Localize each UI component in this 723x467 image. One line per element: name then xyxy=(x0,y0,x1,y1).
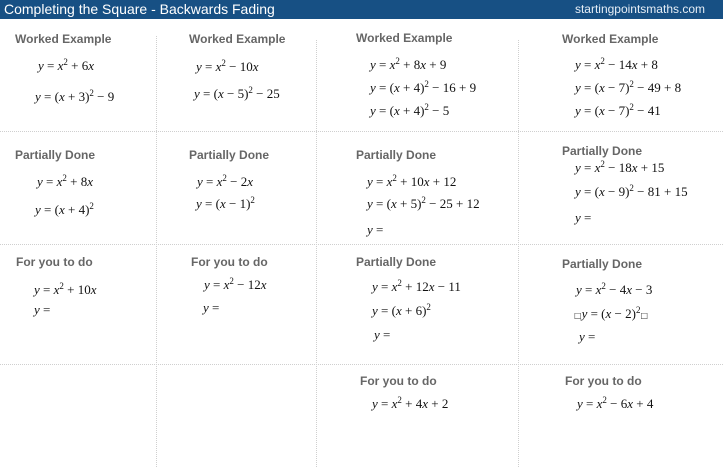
cell-label: For you to do xyxy=(565,374,642,388)
title-bar xyxy=(0,0,723,19)
grid-divider xyxy=(156,36,157,467)
grid-divider xyxy=(0,131,723,132)
equation: $y = (x + 4)^2 - 5$ xyxy=(370,102,450,118)
equation: $y = (x - 5)^2 - 25$ xyxy=(194,85,280,101)
equation: $y = x^2 - 14x + 8$ xyxy=(575,56,658,72)
equation: $y = x^2 - 2x$ xyxy=(197,173,254,189)
answer-line: y = xyxy=(374,327,391,342)
equation: $y = x^2 + 4x + 2$ xyxy=(372,395,449,411)
site-name: startingpointsmaths.com xyxy=(574,2,705,16)
answer-line: y = xyxy=(203,300,220,315)
equation: $y = (x + 6)^2$ xyxy=(372,302,431,318)
equation: $y = x^2 - 18x + 15$ xyxy=(575,159,665,175)
cell-label: Partially Done xyxy=(562,257,643,271)
answer-line: y = xyxy=(367,222,384,237)
equation: $y = (x + 5)^2 - 25 + 12$ xyxy=(367,195,480,211)
cell-label: Partially Done xyxy=(356,148,437,162)
equation: $y = x^2 + 6x$ xyxy=(38,57,95,73)
equation: $y = (x + 4)^2$ xyxy=(35,201,94,217)
cell-label: Worked Example xyxy=(15,32,112,46)
grid-divider xyxy=(518,40,519,467)
equation: $y = x^2 + 8x$ xyxy=(37,173,94,189)
equation: $y = x^2 - 10x$ xyxy=(196,58,259,74)
equation: □y = $(x - 2)^2□$ xyxy=(574,305,649,321)
missing-glyph-icon: □ xyxy=(640,311,649,320)
cell-label: Worked Example xyxy=(356,31,453,45)
cell-label: Worked Example xyxy=(189,32,286,46)
equation: $y = (x - 7)^2 - 41$ xyxy=(575,102,661,118)
cell-label: For you to do xyxy=(191,255,268,269)
grid-divider xyxy=(316,40,317,467)
cell-label: Worked Example xyxy=(562,32,659,46)
answer-line: y = xyxy=(579,329,596,344)
cell-label: Partially Done xyxy=(356,255,437,269)
grid-divider xyxy=(0,364,723,365)
answer-line: y = xyxy=(34,302,51,317)
equation: $y = (x - 9)^2 - 81 + 15$ xyxy=(575,183,688,199)
equation: $y = (x + 3)^2 - 9$ xyxy=(35,88,115,104)
missing-glyph-icon: □ xyxy=(574,311,582,320)
cell-label: For you to do xyxy=(360,374,437,388)
equation: $y = (x + 4)^2 - 16 + 9$ xyxy=(370,79,477,95)
equation: $y = x^2 + 10x$ xyxy=(34,281,97,297)
grid-divider xyxy=(0,244,723,245)
equation: $y = (x - 7)^2 - 49 + 8$ xyxy=(575,79,682,95)
cell-label: Partially Done xyxy=(562,144,643,158)
cell-label: For you to do xyxy=(16,255,93,269)
answer-line: y = xyxy=(575,210,592,225)
equation: $y = x^2 + 12x - 11$ xyxy=(372,278,461,294)
equation: $y = x^2 - 6x + 4$ xyxy=(577,395,654,411)
equation: $y = x^2 + 8x + 9$ xyxy=(370,56,447,72)
page-title: Completing the Square - Backwards Fading xyxy=(4,1,275,17)
equation: $y = x^2 - 4x - 3$ xyxy=(576,281,653,297)
cell-label: Partially Done xyxy=(189,148,270,162)
equation: $y = x^2 - 12x$ xyxy=(204,276,267,292)
equation: $y = x^2 + 10x + 12$ xyxy=(367,173,457,189)
equation: $y = (x - 1)^2$ xyxy=(196,195,255,211)
cell-label: Partially Done xyxy=(15,148,96,162)
